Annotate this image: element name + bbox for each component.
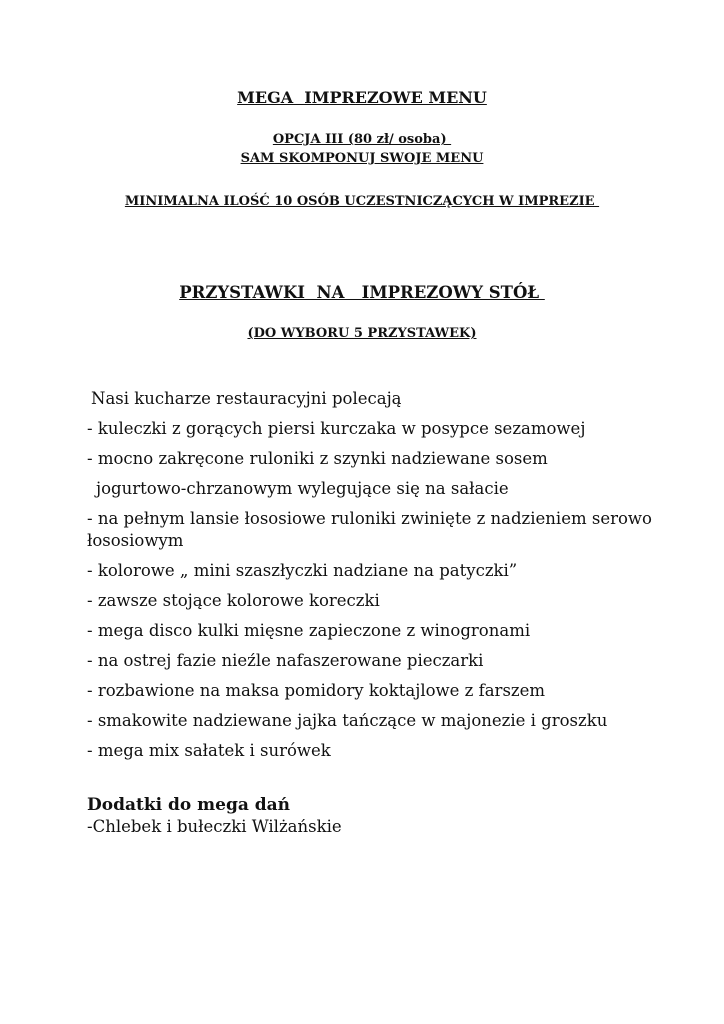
appetizer-list xyxy=(87,388,687,770)
list-item: - smakowite nadziewane jajka tańczące w majonezie i groszku xyxy=(87,711,608,730)
list-item: - na pełnym lansie łososiowe ruloniki zwinięte z nadzieniem serowo łososiowym xyxy=(87,509,652,550)
appetizers-heading: PRZYSTAWKI NA IMPREZOWY STÓŁ xyxy=(179,283,545,302)
list-item: - kolorowe „ mini szaszłyczki nadziane na patyczki” xyxy=(87,561,518,580)
option-price-line: OPCJA III (80 zł/ osoba) xyxy=(272,132,452,147)
list-item: - mocno zakręcone ruloniki z szynki nadziewane sosem xyxy=(87,449,548,468)
extras-heading: Dodatki do mega dań xyxy=(87,795,291,815)
extras-section xyxy=(87,794,687,838)
list-item: - kuleczki z gorących piersi kurczaka w posypce sezamowej xyxy=(87,419,586,438)
list-intro: Nasi kucharze restauracyjni polecają xyxy=(91,389,402,408)
list-item-continuation: jogurtowo-chrzanowym wylegujące się na sałacie xyxy=(96,479,509,498)
compose-menu-line: SAM SKOMPONUJ SWOJE MENU xyxy=(240,151,484,166)
list-item: - mega mix sałatek i surówek xyxy=(87,741,331,760)
extras-item: -Chlebek i bułeczki Wilżańskie xyxy=(87,817,342,836)
list-item: - rozbawione na maksa pomidory koktajlowe z farszem xyxy=(87,681,546,700)
list-item: - zawsze stojące kolorowe koreczki xyxy=(87,591,380,610)
minimum-guests-line: MINIMALNA ILOŚĆ 10 OSÓB UCZESTNICZĄCYCH W IMPREZIE xyxy=(124,194,600,209)
menu-title: MEGA IMPREZOWE MENU xyxy=(237,88,487,107)
list-item: - na ostrej fazie nieźle nafaszerowane pieczarki xyxy=(87,651,484,670)
appetizers-choice-note: (DO WYBORU 5 PRZYSTAWEK) xyxy=(247,326,477,341)
list-item: - mega disco kulki mięsne zapieczone z winogronami xyxy=(87,621,531,640)
